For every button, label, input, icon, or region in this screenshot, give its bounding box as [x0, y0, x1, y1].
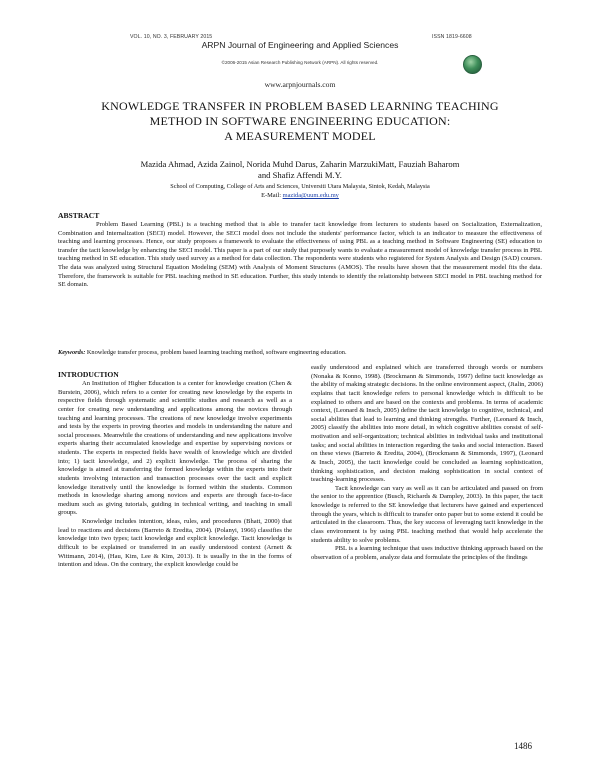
right-column [311, 364, 543, 562]
section-heading-introduction: INTRODUCTION [58, 370, 119, 379]
paragraph: Tacit knowledge can vary as well as it can be articulated and passed on from the senior to the apprentice (Busch, Richards & Dampley, 2003). In this paper, the tacit knowledge is referred to the SE knowledge that lecturers have gained and experienced through the years, which is difficult to transfer onto paper but to some extend it could be articulated in the classroom. Thus, the key success of leveraging tacit knowledge in the class environment is by using PBL teaching method that would help accelerate the students ability to solve problems. [311, 484, 543, 544]
email-label: E-Mail: [261, 192, 281, 199]
keywords-text: Knowledge transfer process, problem based learning teaching method, software engineering education. [86, 349, 347, 356]
page-number: 1486 [514, 741, 532, 751]
arpn-logo-icon [463, 55, 482, 74]
issn: ISSN 1819-6608 [432, 34, 472, 40]
left-column [58, 380, 292, 570]
paragraph: PBL is a learning technique that uses inductive thinking approach based on the observation of a problem, analyze data and formulate the principles of the findings [311, 545, 543, 561]
abstract-heading: ABSTRACT [58, 211, 100, 220]
title-line: A MEASUREMENT MODEL [224, 129, 376, 143]
email-link[interactable]: mazida@uum.edu.my [282, 192, 339, 199]
authors-line: and Shafiz Affendi M.Y. [258, 170, 342, 180]
journal-name: ARPN Journal of Engineering and Applied Sciences [201, 40, 399, 50]
keywords-label: Keywords: [58, 349, 86, 356]
affiliation: School of Computing, College of Arts and Sciences, Universiti Utara Malaysia, Sintok, Kedah, Malaysia [170, 183, 430, 190]
copyright-notice: ©2006-2015 Asian Research Publishing Network (ARPN). All rights reserved. [221, 60, 379, 65]
authors [0, 159, 600, 181]
title-line: KNOWLEDGE TRANSFER IN PROBLEM BASED LEARNING TEACHING [101, 99, 499, 113]
authors-line: Mazida Ahmad, Azida Zainol, Norida Muhd Darus, Zaharin MarzukiMatt, Fauziah Baharom [140, 159, 460, 169]
paper-title [0, 99, 600, 144]
paragraph: easily understood and explained which are transferred through words or numbers (Nonaka & Konno, 1998). (Brockmann & Simmonds, 1997) define tacit knowledge as the ability of making strategic decisions. In the online environment aspect, (Jialin, 2006) explains that tacit knowledge refers to personal knowledge which is difficult to be explained to others and are based on the contexts and problems. In terms of academic context, (Leonard & Insch, 2005) define the tacit knowledge to cognitive, technical, and social abilities that lead to learning and thinking strengths. Further, (Leonard & Insch, 2005) classify the abilities into more detail, in which cognitive abilities consist of self-motivation and self-organization; technical abilities in individual tasks and institutional tasks; and social abilities in interaction regarding the tasks and social interaction. Based on these views (Barreto & Eredita, 2004), (Brockmann & Simmonds, 1997), (Leonard & Insch, 2005), the tacit knowledge could be concluded as learning sophistication, thinking sophistication, and decision making sophistication in social context of teaching-learning processes. [311, 364, 543, 484]
abstract-text: Problem Based Learning (PBL) is a teaching method that is able to transfer tacit knowledge from lecturers to students based on Socialization, Externalization, Combination and Internalization (SECI) model. However, the SECI model does not include the students' performance factor, which is an indicator to measure the effectiveness of teaching and learning processes. Hence, our study proposes a framework to evaluate the effectiveness of using PBL as a teaching method in Software Engineering (SE) education to transfer the tacit knowledge by enhancing the SECI model. This paper is a part of our study that purposely wants to evaluate a measurement model of knowledge transfer process in PBL teaching method in SE education. This study used survey as a method for data collection. The respondents were students who registered for System Analysis and Design (SAD) courses. The data was analyzed using Structural Equation Modeling (SEM) with Analysis of Moment Structures (AMOS). The results have shown that the measurement model fits the data. Therefore, the framework is suitable for PBL teaching method in SE education. Further, this study intends to identify the relationship between SECI model in PBL teaching method for SE domain. [58, 221, 542, 289]
paragraph: An Institution of Higher Education is a center for knowledge creation (Chen & Burstein, 2006), which refers to a center for creating new knowledge by the experts in respective fields through systematic and scientific studies and research as well as a center for creating new understanding and applications among the novices through teaching and learning processes. The creations of new knowledge involve experiments and tests by the experts in proving theories and models in understanding the nature and social processes. Meanwhile the creations of understanding and new applications involve experts sharing their accumulated knowledge and expertise by supervising novices or students. The experts in respected fields have wealth of knowledge which are divided into; 1) tacit knowledge, and 2) explicit knowledge. The process of sharing the knowledge is aimed at transferring the formed knowledge within the experts into their students involving interaction and transaction processes over the tacit and explicit knowledge iteratively until the knowledge is formed within the students. Common methods in knowledge sharing among novices and experts are through face-to-face medium such as giving tutorials, guiding in technical writing, and teaching in small groups. [58, 380, 292, 517]
title-line: METHOD IN SOFTWARE ENGINEERING EDUCATION: [149, 114, 451, 128]
journal-url[interactable]: www.arpnjournals.com [264, 80, 336, 89]
paragraph: Knowledge includes intention, ideas, rules, and procedures (Bhatt, 2000) that lead to reactions and decisions (Barreto & Eredita, 2004). (Polanyi, 1966) classifies the knowledge into two types; tacit knowledge and explicit knowledge. Tacit knowledge is difficult to be explained or transferred in an easily understood context (Arnett & Wittmann, 2014), (Hau, Kim, Lee & Kim, 2013). It is usually in the in the forms of intention and ideas. On the contrary, the explicit knowledge could be [58, 518, 292, 569]
keywords [58, 349, 542, 357]
volume-info: VOL. 10, NO. 3, FEBRUARY 2015 [130, 34, 213, 40]
email-line [0, 192, 600, 200]
